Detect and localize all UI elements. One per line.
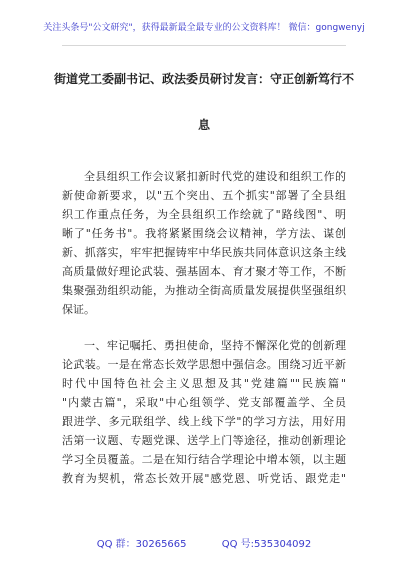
body-line: 论武装。一是在常态长效学思想中强信念。围绕习近平新 bbox=[62, 358, 346, 371]
body-line: 新使命新要求，以"五个突出、五个抓实"部署了全县组 bbox=[62, 189, 346, 202]
body-line: 跟进学、多元联组学、线上线下学"的学习方法，用好用 bbox=[62, 415, 346, 428]
footer-qq-number: QQ 号:535304092 bbox=[221, 539, 312, 550]
footer-qq-group: QQ 群：30265665 bbox=[96, 539, 187, 550]
section-heading-line: 一、牢记嘱托、勇担使命，坚持不懈深化党的创新理 bbox=[84, 339, 346, 352]
body-line: 教育为契机，常态长效开展"感党恩、听党话、跟党走" bbox=[62, 472, 346, 485]
header-banner: 关注头条号"公文研究"，获得最新最全最专业的公文资料库！ 微信：gongwenyj bbox=[43, 23, 365, 33]
footer-contact bbox=[0, 535, 408, 550]
body-line: 晰了"任务书"。我将紧紧围绕会议精神，学方法、谋创 bbox=[62, 227, 346, 240]
body-line: 集聚强劲组织动能，为推动全街高质量发展提供坚强组织 bbox=[62, 284, 346, 297]
body-line: 保证。 bbox=[62, 303, 95, 316]
body-line: 学习全员覆盖。二是在知行结合学理论中增本领，以主题 bbox=[62, 453, 346, 466]
body-line: 时代中国特色社会主义思想及其"党建篇""民族篇" bbox=[62, 377, 346, 390]
body-line: "内蒙古篇"，采取"中心组领学、党支部覆盖学、全员 bbox=[62, 396, 346, 409]
document-title-line2: 息 bbox=[197, 118, 210, 132]
body-line: 织工作重点任务，为全县组织工作绘就了"路线图"、明 bbox=[62, 208, 346, 221]
body-line: 高质量做好理论武装、强基固本、育才聚才等工作，不断 bbox=[62, 265, 346, 278]
header-divider bbox=[62, 45, 346, 46]
document-title-line1: 街道党工委副书记、政法委员研讨发言：守正创新笃行不 bbox=[53, 72, 354, 86]
body-line: 全县组织工作会议紧扣新时代党的建设和组织工作的 bbox=[84, 170, 346, 183]
body-line: 新、抓落实，牢牢把握铸牢中华民族共同体意识这条主线 bbox=[62, 246, 346, 259]
body-line: 活第一议题、专题党课、送学上门等途径，推动创新理论 bbox=[62, 434, 346, 447]
